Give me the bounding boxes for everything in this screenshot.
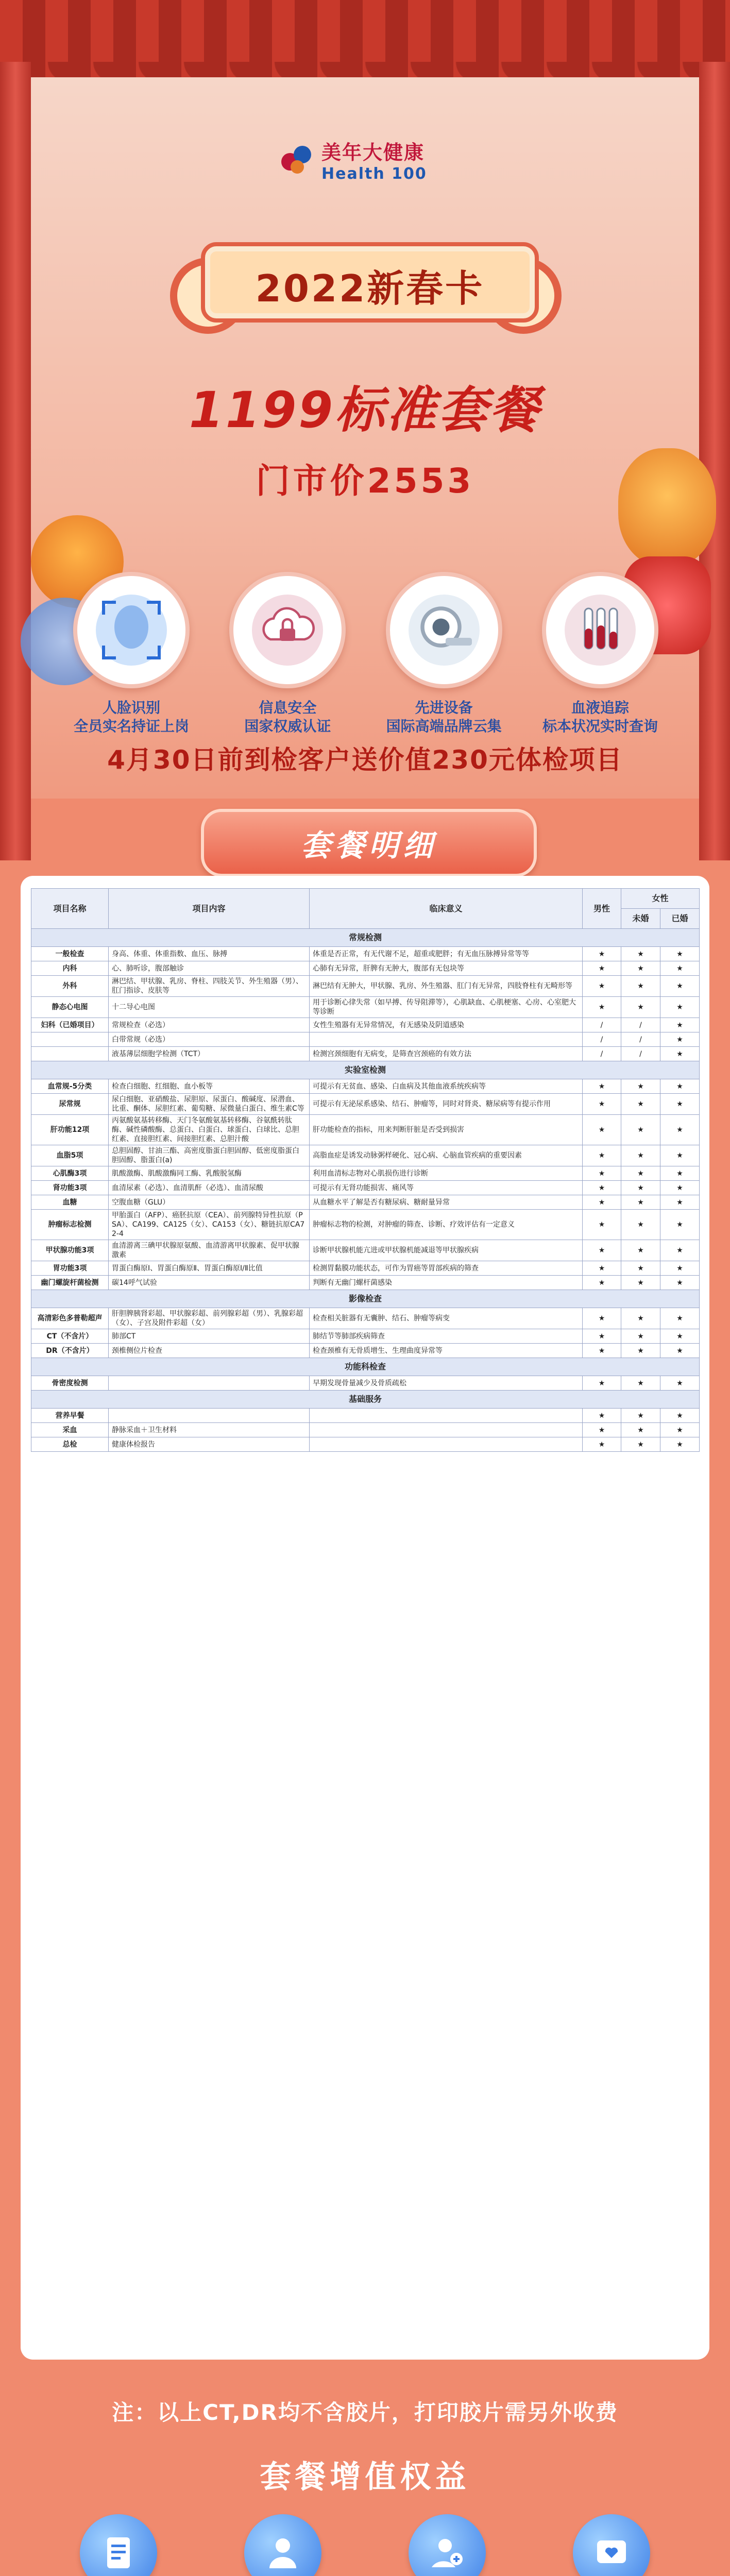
table-cell-male: ★ xyxy=(583,1261,621,1276)
table-cell-content: 健康体检报告 xyxy=(109,1437,310,1452)
table-cell-unmarried: ★ xyxy=(621,976,660,997)
table-cell-married: ★ xyxy=(660,1032,700,1047)
table-cell-married: ★ xyxy=(660,1376,700,1391)
table-cell-content: 常规检查（必选） xyxy=(109,1018,310,1032)
package-detail-tab xyxy=(201,809,537,877)
table-cell-married: ★ xyxy=(660,1115,700,1145)
table-cell-item: 心肌酶3项 xyxy=(31,1166,109,1181)
table-row xyxy=(31,1376,700,1391)
table-cell-item: 血糖 xyxy=(31,1195,109,1210)
table-cell-meaning: 从血糖水平了解是否有糖尿病、糖耐量异常 xyxy=(310,1195,583,1210)
table-cell-married: ★ xyxy=(660,1344,700,1358)
table-cell-item: 一般检查 xyxy=(31,947,109,961)
table-cell-meaning: 判断有无幽门螺杆菌感染 xyxy=(310,1276,583,1290)
table-cell-item: 外科 xyxy=(31,976,109,997)
private-doctor-icon xyxy=(573,2514,650,2576)
table-cell-meaning: 利用血清标志物对心肌损伤进行诊断 xyxy=(310,1166,583,1181)
table-cell-meaning: 肿瘤标志物的检测，对肿瘤的筛查、诊断、疗效评估有一定意义 xyxy=(310,1210,583,1240)
table-cell-male: ★ xyxy=(583,1079,621,1094)
doctor-icon xyxy=(244,2514,321,2576)
table-cell-married: ★ xyxy=(660,947,700,961)
table-cell-content: 液基薄层细胞学检测（TCT） xyxy=(109,1047,310,1061)
header-content: 项目内容 xyxy=(109,889,310,929)
feature-row xyxy=(62,572,670,736)
table-cell-item: 血脂5项 xyxy=(31,1145,109,1166)
table-cell-male: ★ xyxy=(583,961,621,976)
hospital-expert-icon xyxy=(409,2514,486,2576)
value-added-item xyxy=(216,2514,350,2576)
table-row xyxy=(31,1115,700,1145)
table-row xyxy=(31,997,700,1018)
table-cell-item: 静态心电图 xyxy=(31,997,109,1018)
header-item: 项目名称 xyxy=(31,889,109,929)
table-cell-meaning xyxy=(310,1409,583,1423)
table-cell-item: 胃功能3项 xyxy=(31,1261,109,1276)
package-title: 1199标准套餐 xyxy=(189,381,541,439)
table-section-title: 功能科检查 xyxy=(31,1358,700,1376)
table-cell-male: ★ xyxy=(583,1240,621,1261)
table-cell-male: ★ xyxy=(583,1423,621,1437)
table-cell-unmarried: ★ xyxy=(621,1308,660,1329)
table-cell-item xyxy=(31,1032,109,1047)
feature-subtitle: 国际高端品牌云集 xyxy=(386,718,502,735)
table-cell-content: 甲胎蛋白（AFP）、癌胚抗原（CEA）、前列腺特异性抗原（PSA）、CA199、CA125（女）、CA153（女）、糖链抗原CA72-4 xyxy=(109,1210,310,1240)
table-row xyxy=(31,1276,700,1290)
table-row xyxy=(31,961,700,976)
package-detail-label: 套餐明细 xyxy=(300,828,437,863)
table-cell-item: 内科 xyxy=(31,961,109,976)
brand-logo xyxy=(278,137,453,183)
value-added-row xyxy=(52,2514,678,2576)
table-cell-unmarried: / xyxy=(621,1047,660,1061)
table-row xyxy=(31,1047,700,1061)
table-cell-unmarried: ★ xyxy=(621,1329,660,1344)
table-cell-meaning: 早期发现骨量减少及骨质疏松 xyxy=(310,1376,583,1391)
table-cell-content: 淋巴结、甲状腺、乳房、脊柱、四肢关节、外生殖器（男）、肛门指诊、皮肤等 xyxy=(109,976,310,997)
table-cell-male: ★ xyxy=(583,1181,621,1195)
table-cell-male: / xyxy=(583,1018,621,1032)
table-cell-item: 总检 xyxy=(31,1437,109,1452)
table-cell-male: ★ xyxy=(583,1210,621,1240)
table-cell-unmarried: ★ xyxy=(621,1437,660,1452)
feature-equipment xyxy=(375,572,514,736)
table-cell-content: 尿白细胞、亚硝酸盐、尿胆原、尿蛋白、酸碱度、尿潜血、比重、酮体、尿胆红素、葡萄糖、尿微量白蛋白、维生素C等 xyxy=(109,1094,310,1115)
table-cell-meaning: 检测宫颈细胞有无病变，是筛查宫颈癌的有效方法 xyxy=(310,1047,583,1061)
table-cell-male: ★ xyxy=(583,1344,621,1358)
table-cell-unmarried: ★ xyxy=(621,997,660,1018)
medical-device-icon xyxy=(386,572,502,688)
table-cell-item: 幽门螺旋杆菌检测 xyxy=(31,1276,109,1290)
header-married: 已婚 xyxy=(660,909,700,929)
table-cell-meaning xyxy=(310,1423,583,1437)
table-cell-male: ★ xyxy=(583,1094,621,1115)
table-cell-male: ★ xyxy=(583,1376,621,1391)
blood-tube-icon xyxy=(542,572,658,688)
table-cell-male: ★ xyxy=(583,947,621,961)
table-cell-unmarried: ★ xyxy=(621,1376,660,1391)
table-cell-content xyxy=(109,1376,310,1391)
table-cell-content: 总胆固醇、甘油三酯、高密度脂蛋白胆固醇、低密度脂蛋白胆固醇、脂蛋白(a) xyxy=(109,1145,310,1166)
table-cell-unmarried: ★ xyxy=(621,1166,660,1181)
feature-subtitle: 全员实名持证上岗 xyxy=(73,718,189,735)
table-cell-married: ★ xyxy=(660,1308,700,1329)
card-title: 2022新春卡 xyxy=(255,267,485,310)
table-row xyxy=(31,1240,700,1261)
table-cell-male: ★ xyxy=(583,1409,621,1423)
table-cell-male: ★ xyxy=(583,1166,621,1181)
table-cell-content: 身高、体重、体重指数、血压、脉搏 xyxy=(109,947,310,961)
table-cell-married: ★ xyxy=(660,1094,700,1115)
table-cell-male: ★ xyxy=(583,1145,621,1166)
table-cell-unmarried: / xyxy=(621,1032,660,1047)
table-cell-meaning: 肝功能检查的指标，用来判断肝脏是否受到损害 xyxy=(310,1115,583,1145)
table-row xyxy=(31,1145,700,1166)
table-row xyxy=(31,1344,700,1358)
table-cell-unmarried: ★ xyxy=(621,1181,660,1195)
table-cell-male: ★ xyxy=(583,976,621,997)
brand-mark-icon xyxy=(278,142,314,178)
table-cell-unmarried: ★ xyxy=(621,1115,660,1145)
table-cell-item: 采血 xyxy=(31,1423,109,1437)
table-cell-item: 肿瘤标志检测 xyxy=(31,1210,109,1240)
table-cell-meaning xyxy=(310,1437,583,1452)
table-section-title: 实验室检测 xyxy=(31,1061,700,1079)
feature-title: 血液追踪 xyxy=(571,699,629,716)
table-cell-married: ★ xyxy=(660,1145,700,1166)
table-cell-male: / xyxy=(583,1047,621,1061)
table-cell-unmarried: ★ xyxy=(621,1210,660,1240)
table-cell-content: 丙氨酸氨基转移酶、天门冬氨酸氨基转移酶、谷氨酰转肽酶、碱性磷酸酶、总蛋白、白蛋白、球蛋白、白球比、总胆红素、直接胆红素、间接胆红素、总胆汁酸 xyxy=(109,1115,310,1145)
table-cell-item: 肝功能12项 xyxy=(31,1115,109,1145)
table-cell-meaning: 用于诊断心律失常（如早搏、传导阻滞等），心肌缺血、心肌梗塞、心房、心室肥大等诊断 xyxy=(310,997,583,1018)
table-row xyxy=(31,1079,700,1094)
table-cell-unmarried: / xyxy=(621,1018,660,1032)
table-cell-married: ★ xyxy=(660,1329,700,1344)
table-row xyxy=(31,1195,700,1210)
table-cell-item: 骨密度检测 xyxy=(31,1376,109,1391)
table-cell-meaning: 可提示有无贫血、感染、白血病及其他血液系统疾病等 xyxy=(310,1079,583,1094)
table-cell-content: 肌酸激酶、肌酸激酶同工酶、乳酸脱氢酶 xyxy=(109,1166,310,1181)
table-row xyxy=(31,1018,700,1032)
table-row xyxy=(31,1409,700,1423)
feature-subtitle: 国家权威认证 xyxy=(244,718,331,735)
package-table-card xyxy=(21,876,709,2360)
table-cell-meaning xyxy=(310,1032,583,1047)
table-section-title: 影像检查 xyxy=(31,1290,700,1308)
table-cell-married: ★ xyxy=(660,1166,700,1181)
table-cell-content xyxy=(109,1409,310,1423)
table-cell-married: ★ xyxy=(660,1210,700,1240)
table-cell-married: ★ xyxy=(660,1276,700,1290)
table-cell-item: DR（不含片） xyxy=(31,1344,109,1358)
table-cell-married: ★ xyxy=(660,1018,700,1032)
table-cell-married: ★ xyxy=(660,1240,700,1261)
table-cell-meaning: 可提示有无泌尿系感染、结石、肿瘤等，同时对肾炎、糖尿病等有提示作用 xyxy=(310,1094,583,1115)
table-cell-item: 甲状腺功能3项 xyxy=(31,1240,109,1261)
table-cell-male: ★ xyxy=(583,1308,621,1329)
table-row xyxy=(31,1166,700,1181)
table-cell-male: ★ xyxy=(583,1437,621,1452)
table-cell-male: ★ xyxy=(583,1115,621,1145)
table-cell-meaning: 可提示有无肾功能损害、痛风等 xyxy=(310,1181,583,1195)
table-cell-meaning: 检查颈椎有无骨质增生、生理曲度异常等 xyxy=(310,1344,583,1358)
table-cell-married: ★ xyxy=(660,1261,700,1276)
value-added-title: 套餐增值权益 xyxy=(260,2459,470,2495)
table-cell-married: ★ xyxy=(660,1181,700,1195)
table-row xyxy=(31,976,700,997)
card-title-scroll xyxy=(170,227,562,340)
table-row xyxy=(31,1094,700,1115)
table-cell-married: ★ xyxy=(660,1195,700,1210)
table-cell-married: ★ xyxy=(660,1047,700,1061)
table-cell-meaning: 肺结节等肺部疾病筛查 xyxy=(310,1329,583,1344)
table-cell-married: ★ xyxy=(660,1079,700,1094)
table-cell-male: ★ xyxy=(583,997,621,1018)
feature-subtitle: 标本状况实时查询 xyxy=(542,718,658,735)
table-cell-content: 肝胆脾胰肾彩超、甲状腺彩超、前列腺彩超（男）、乳腺彩超（女）、子宫及附件彩超（女） xyxy=(109,1308,310,1329)
table-cell-unmarried: ★ xyxy=(621,1409,660,1423)
table-cell-male: ★ xyxy=(583,1195,621,1210)
table-cell-unmarried: ★ xyxy=(621,1344,660,1358)
table-cell-content: 十二导心电图 xyxy=(109,997,310,1018)
table-cell-married: ★ xyxy=(660,976,700,997)
table-cell-content: 空腹血糖（GLU） xyxy=(109,1195,310,1210)
table-cell-married: ★ xyxy=(660,1409,700,1423)
value-added-item xyxy=(52,2514,185,2576)
table-cell-unmarried: ★ xyxy=(621,1261,660,1276)
feature-title: 人脸识别 xyxy=(102,699,160,716)
table-row xyxy=(31,1210,700,1240)
cloud-security-icon xyxy=(229,572,346,688)
value-added-item xyxy=(380,2514,514,2576)
table-cell-unmarried: ★ xyxy=(621,1423,660,1437)
feature-security xyxy=(218,572,357,736)
table-row xyxy=(31,947,700,961)
table-cell-meaning: 检查相关脏器有无囊肿、结石、肿瘤等病变 xyxy=(310,1308,583,1329)
table-cell-married: ★ xyxy=(660,997,700,1018)
table-cell-meaning: 检测胃黏膜功能状态，可作为胃癌等胃部疾病的筛查 xyxy=(310,1261,583,1276)
table-cell-meaning: 淋巴结有无肿大，甲状腺、乳房、外生殖器、肛门有无异常，四肢脊柱有无畸形等 xyxy=(310,976,583,997)
header-male: 男性 xyxy=(583,889,621,929)
package-table xyxy=(31,888,700,1452)
report-icon xyxy=(80,2514,157,2576)
table-section-title: 常规检测 xyxy=(31,929,700,947)
table-cell-unmarried: ★ xyxy=(621,1276,660,1290)
table-cell-unmarried: ★ xyxy=(621,1195,660,1210)
feature-title: 先进设备 xyxy=(415,699,473,716)
value-added-item xyxy=(545,2514,678,2576)
table-cell-male: ★ xyxy=(583,1329,621,1344)
table-row xyxy=(31,1423,700,1437)
table-cell-male: ★ xyxy=(583,1276,621,1290)
table-row xyxy=(31,1308,700,1329)
table-cell-content: 白带常规（必选） xyxy=(109,1032,310,1047)
table-cell-item: 尿常规 xyxy=(31,1094,109,1115)
table-cell-content: 碳14呼气试验 xyxy=(109,1276,310,1290)
table-cell-unmarried: ★ xyxy=(621,1145,660,1166)
table-cell-meaning: 体重是否正常，有无代谢不足，超重或肥胖；有无血压脉搏异常等等 xyxy=(310,947,583,961)
table-cell-item xyxy=(31,1047,109,1061)
header-female: 女性 xyxy=(621,889,700,909)
list-price: 门市价2553 xyxy=(256,461,474,501)
table-cell-content: 肺部CT xyxy=(109,1329,310,1344)
table-cell-item: 营养早餐 xyxy=(31,1409,109,1423)
feature-title: 信息安全 xyxy=(259,699,317,716)
header-unmarried: 未婚 xyxy=(621,909,660,929)
table-cell-married: ★ xyxy=(660,1423,700,1437)
table-cell-item: 血常规-5分类 xyxy=(31,1079,109,1094)
film-note: 注：以上CT,DR均不含胶片，打印胶片需另外收费 xyxy=(112,2400,618,2425)
table-cell-married: ★ xyxy=(660,961,700,976)
header-meaning: 临床意义 xyxy=(310,889,583,929)
table-cell-item: 妇科（已婚项目） xyxy=(31,1018,109,1032)
table-row xyxy=(31,1032,700,1047)
table-cell-content: 检查白细胞、红细胞、血小板等 xyxy=(109,1079,310,1094)
table-cell-meaning: 女性生殖器有无异常情况，有无感染及阴道感染 xyxy=(310,1018,583,1032)
table-cell-content: 静脉采血＋卫生材料 xyxy=(109,1423,310,1437)
promo-banner: 4月30日前到检客户送价值230元体检项目 xyxy=(107,745,623,775)
table-row xyxy=(31,1437,700,1452)
table-cell-meaning: 高脂血症是诱发动脉粥样硬化、冠心病、心脑血管疾病的重要因素 xyxy=(310,1145,583,1166)
table-cell-meaning: 心肺有无异常，肝脾有无肿大，腹部有无包块等 xyxy=(310,961,583,976)
table-row xyxy=(31,1329,700,1344)
brand-name-en: Health 100 xyxy=(321,165,427,183)
table-cell-content: 颈椎侧位片检查 xyxy=(109,1344,310,1358)
table-row xyxy=(31,1261,700,1276)
table-cell-content: 血清游离三碘甲状腺原氨酸、血清游离甲状腺素、促甲状腺激素 xyxy=(109,1240,310,1261)
table-cell-unmarried: ★ xyxy=(621,961,660,976)
table-cell-item: 高清彩色多普勒超声 xyxy=(31,1308,109,1329)
table-cell-unmarried: ★ xyxy=(621,947,660,961)
brand-name: 美年大健康 xyxy=(321,141,425,164)
table-cell-content: 胃蛋白酶原Ⅰ、胃蛋白酶原Ⅱ、胃蛋白酶原Ⅰ/Ⅱ比值 xyxy=(109,1261,310,1276)
table-section-title: 基础服务 xyxy=(31,1391,700,1409)
feature-blood-tracking xyxy=(531,572,670,736)
table-cell-item: 肾功能3项 xyxy=(31,1181,109,1195)
table-cell-item: CT（不含片） xyxy=(31,1329,109,1344)
table-cell-content: 血清尿素（必选）、血清肌酐（必选）、血清尿酸 xyxy=(109,1181,310,1195)
table-cell-male: / xyxy=(583,1032,621,1047)
table-cell-unmarried: ★ xyxy=(621,1240,660,1261)
table-cell-content: 心、肺听诊，腹部触诊 xyxy=(109,961,310,976)
table-cell-meaning: 诊断甲状腺机能亢进或甲状腺机能减退等甲状腺疾病 xyxy=(310,1240,583,1261)
table-cell-unmarried: ★ xyxy=(621,1094,660,1115)
table-cell-married: ★ xyxy=(660,1437,700,1452)
table-cell-unmarried: ★ xyxy=(621,1079,660,1094)
feature-face-id xyxy=(62,572,201,736)
table-row xyxy=(31,1181,700,1195)
face-id-icon xyxy=(73,572,190,688)
